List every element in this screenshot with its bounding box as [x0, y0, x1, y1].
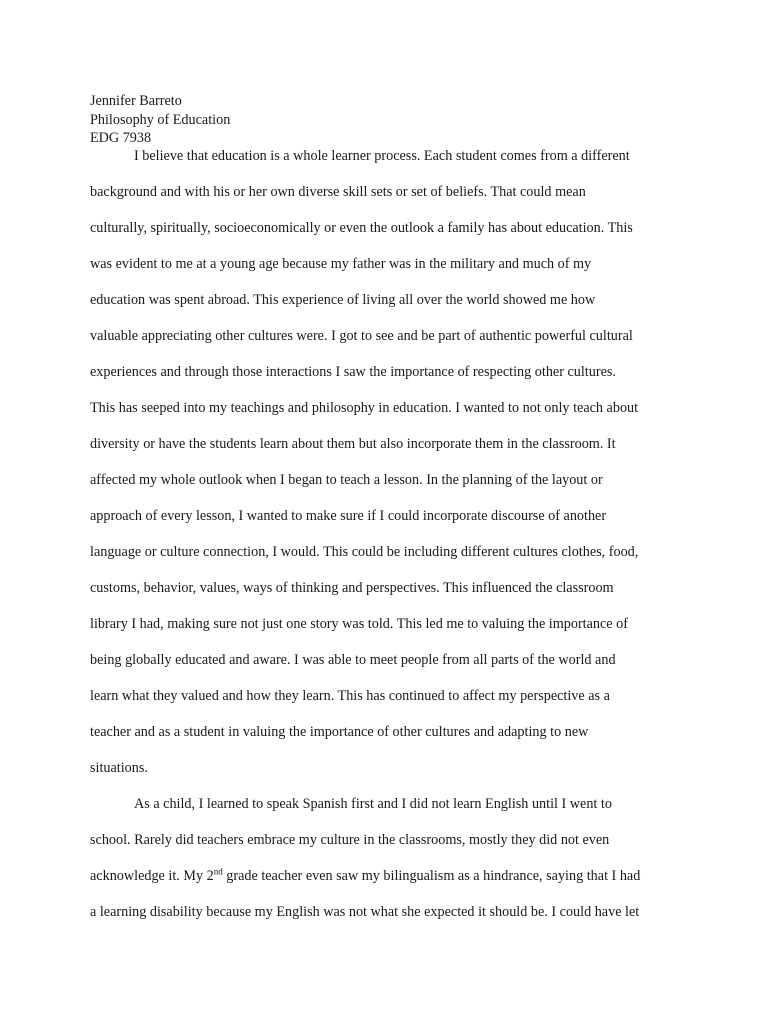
paragraph-line: valuable appreciating other cultures were. I got to see and be part of authentic powerful cultural	[90, 328, 633, 344]
paragraph-line: learn what they valued and how they learn. This has continued to affect my perspective as a	[90, 688, 610, 704]
paragraph-line: This has seeped into my teachings and philosophy in education. I wanted to not only teach about	[90, 400, 639, 416]
paragraph-line: affected my whole outlook when I began to teach a lesson. In the planning of the layout or	[90, 472, 603, 488]
text-run: grade teacher even saw my bilingualism as a hindrance, saying that I had	[222, 868, 641, 884]
paragraph-1	[90, 147, 690, 795]
paragraph-line: culturally, spiritually, socioeconomically or even the outlook a family has about education. This	[90, 220, 633, 236]
paragraph-line: As a child, I learned to speak Spanish first and I did not learn English until I went to	[134, 796, 612, 812]
paragraph-line	[90, 867, 690, 903]
document-page	[90, 92, 690, 939]
paragraph-line: a learning disability because my English was not what she expected it should be. I could have let	[90, 904, 640, 920]
paragraph-line: experiences and through those interactions I saw the importance of respecting other cultures.	[90, 364, 616, 380]
paragraph-line: library I had, making sure not just one story was told. This led me to valuing the importance of	[90, 616, 628, 632]
paragraph-line: background and with his or her own diverse skill sets or set of beliefs. That could mean	[90, 184, 586, 200]
text-run: acknowledge it. My 2	[90, 868, 214, 884]
course-code: EDG 7938	[90, 130, 152, 146]
paragraph-line: I believe that education is a whole learner process. Each student comes from a different	[134, 148, 630, 164]
paragraph-line: education was spent abroad. This experience of living all over the world showed me how	[90, 292, 596, 308]
author-name: Jennifer Barreto	[90, 93, 182, 109]
paragraph-line: teacher and as a student in valuing the importance of other cultures and adapting to new	[90, 724, 589, 740]
paragraph-line: customs, behavior, values, ways of thinking and perspectives. This influenced the classroom	[90, 580, 614, 596]
paragraph-2	[90, 795, 690, 939]
course-title: Philosophy of Education	[90, 111, 231, 128]
paragraph-line: diversity or have the students learn about them but also incorporate them in the classroom. It	[90, 436, 616, 452]
ordinal-superscript: nd	[213, 866, 223, 877]
paragraph-line: school. Rarely did teachers embrace my culture in the classrooms, mostly they did not even	[90, 832, 610, 848]
paragraph-line: being globally educated and aware. I was able to meet people from all parts of the world and	[90, 652, 616, 668]
paragraph-line: language or culture connection, I would. This could be including different cultures clothes, food,	[90, 544, 639, 560]
paragraph-line: approach of every lesson, I wanted to make sure if I could incorporate discourse of another	[90, 508, 607, 524]
paragraph-line: situations.	[90, 760, 148, 776]
document-header	[90, 92, 690, 148]
paragraph-line: was evident to me at a young age because my father was in the military and much of my	[90, 256, 592, 272]
